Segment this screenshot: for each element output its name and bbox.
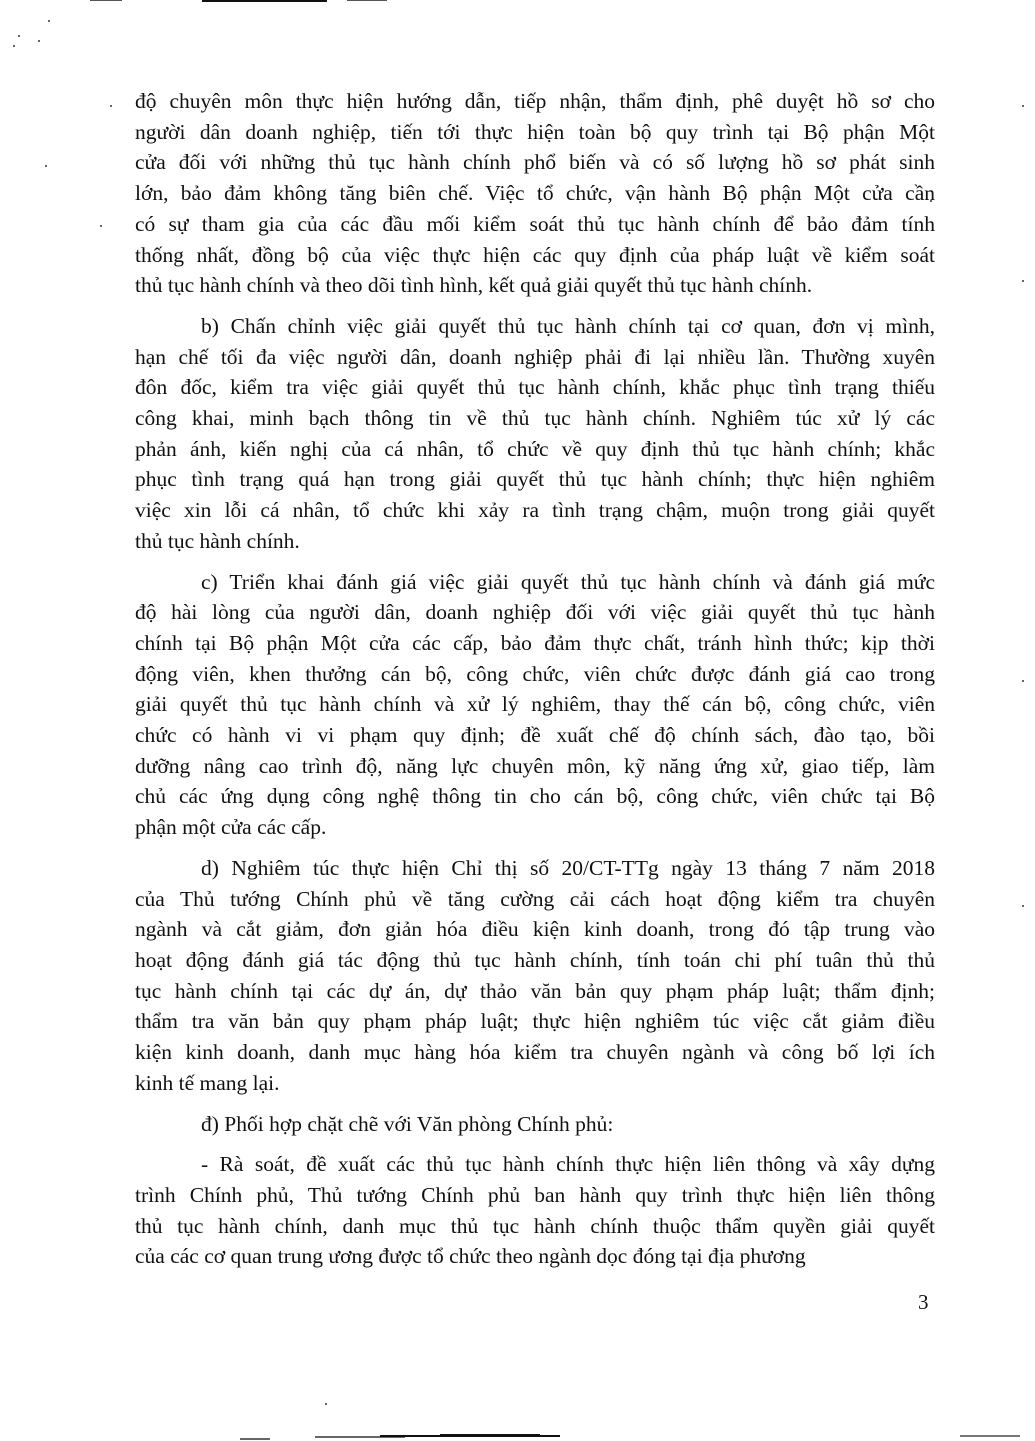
scan-artifact-top-1 xyxy=(90,0,122,1)
text-line: phận một cửa các cấp. xyxy=(135,815,327,840)
text-line: thẩm tra văn bản quy phạm pháp luật; thực hiện nghiêm túc việc cắt giảm điều xyxy=(135,1009,935,1034)
text-line: đôn đốc, kiểm tra việc giải quyết thủ tục hành chính, khắc phục tình trạng thiếu xyxy=(135,375,935,400)
scan-speck xyxy=(325,1403,327,1405)
scan-speck xyxy=(1022,105,1024,107)
scan-speck xyxy=(38,40,40,42)
text-line: động viên, khen thưởng cán bộ, công chức, viên chức được đánh giá cao trong xyxy=(135,661,935,686)
scan-speck xyxy=(1022,905,1024,907)
scan-artifact-top-3 xyxy=(347,0,387,1)
page-number: 3 xyxy=(918,1290,929,1314)
scan-speck xyxy=(48,20,50,22)
text-line: - Rà soát, đề xuất các thủ tục hành chính thực hiện liên thông và xây dựng xyxy=(201,1152,935,1177)
scan-artifact-bottom-4 xyxy=(440,1434,540,1436)
text-line: hạn chế tối đa việc người dân, doanh nghiệp phải đi lại nhiều lần. Thường xuyên xyxy=(135,344,935,369)
text-line: hoạt động đánh giá tác động thủ tục hành chính, tính toán chi phí tuân thủ thủ xyxy=(135,947,935,972)
scan-speck xyxy=(1022,280,1024,282)
text-line: b) Chấn chỉnh việc giải quyết thủ tục hành chính tại cơ quan, đơn vị mình, xyxy=(201,313,935,338)
text-line: của Thủ tướng Chính phủ về tăng cường cải cách hoạt động kiểm tra chuyên xyxy=(135,886,935,911)
text-line: trình Chính phủ, Thủ tướng Chính phủ ban hành quy trình thực hiện liên thông xyxy=(135,1182,935,1207)
paragraph-item-dd xyxy=(135,1109,935,1140)
scan-artifact-top-2 xyxy=(202,0,327,2)
paragraph-item-dd-bullet-1 xyxy=(135,1149,935,1272)
scan-artifact-bottom-5 xyxy=(960,1435,1020,1437)
text-line: phục tình trạng quá hạn trong giải quyết thủ tục hành chính; thực hiện nghiêm xyxy=(135,467,935,492)
text-line: lớn, bảo đảm không tăng biên chế. Việc tổ chức, vận hành Bộ phận Một cửa cần xyxy=(135,181,935,206)
scan-speck xyxy=(100,225,102,227)
text-line: phản ánh, kiến nghị của cá nhân, tổ chức về quy định thủ tục hành chính; khắc xyxy=(135,436,935,461)
text-line: thống nhất, đồng bộ của việc thực hiện các quy định của pháp luật về kiểm soát xyxy=(135,242,935,267)
text-line: c) Triển khai đánh giá việc giải quyết thủ tục hành chính và đánh giá mức xyxy=(201,569,935,594)
document-body xyxy=(135,86,935,1282)
paragraph-item-d xyxy=(135,853,935,1099)
scan-speck xyxy=(1022,680,1024,682)
scan-artifact-bottom-1 xyxy=(240,1438,270,1440)
scan-speck xyxy=(45,165,47,167)
scan-speck xyxy=(110,105,112,107)
text-line: ngành và cắt giảm, đơn giản hóa điều kiện kinh doanh, trong đó tập trung vào xyxy=(135,917,935,942)
text-line: của các cơ quan trung ương được tổ chức theo ngành dọc đóng tại địa phương xyxy=(135,1244,806,1269)
text-line: dưỡng nâng cao trình độ, năng lực chuyên môn, kỹ năng ứng xử, giao tiếp, làm xyxy=(135,753,935,778)
text-line: độ chuyên môn thực hiện hướng dẫn, tiếp nhận, thẩm định, phê duyệt hồ sơ cho xyxy=(135,89,935,113)
text-line: đ) Phối hợp chặt chẽ với Văn phòng Chính phủ: xyxy=(201,1111,614,1136)
text-line: chủ các ứng dụng công nghệ thông tin cho cán bộ, công chức, viên chức tại Bộ xyxy=(135,784,935,809)
paragraph-item-b xyxy=(135,311,935,557)
paragraph-item-c xyxy=(135,567,935,843)
text-line: d) Nghiêm túc thực hiện Chỉ thị số 20/CT-TTg ngày 13 tháng 7 năm 2018 xyxy=(201,855,935,880)
text-line: chức có hành vi vi phạm quy định; đề xuất chế độ chính sách, đào tạo, bồi xyxy=(135,723,935,748)
text-line: người dân doanh nghiệp, tiến tới thực hiện toàn bộ quy trình tại Bộ phận Một xyxy=(135,119,935,144)
text-line: thủ tục hành chính. xyxy=(135,528,300,553)
text-line: thủ tục hành chính và theo dõi tình hình, kết quả giải quyết thủ tục hành chính. xyxy=(135,273,813,298)
paragraph-continuation xyxy=(135,86,935,301)
scan-speck xyxy=(13,45,15,47)
text-line: công khai, minh bạch thông tin về thủ tục hành chính. Nghiêm túc xử lý các xyxy=(135,406,935,431)
text-line: việc xin lỗi cá nhân, tổ chức khi xảy ra tình trạng chậm, muộn trong giải quyết xyxy=(135,498,935,523)
text-line: giải quyết thủ tục hành chính và xử lý nghiêm, thay thế cán bộ, công chức, viên xyxy=(135,692,935,717)
text-line: độ hài lòng của người dân, doanh nghiệp đối với việc giải quyết thủ tục hành xyxy=(135,600,935,625)
text-line: tục hành chính tại các dự án, dự thảo văn bản quy phạm pháp luật; thẩm định; xyxy=(135,978,935,1003)
scan-speck xyxy=(18,35,20,37)
text-line: kinh tế mang lại. xyxy=(135,1070,280,1095)
text-line: chính tại Bộ phận Một cửa các cấp, bảo đảm thực chất, tránh hình thức; kịp thời xyxy=(135,630,935,655)
text-line: kiện kinh doanh, danh mục hàng hóa kiểm tra chuyên ngành và công bố lợi ích xyxy=(135,1040,935,1065)
text-line: cửa đối với những thủ tục hành chính phổ biến và có số lượng hồ sơ phát sinh xyxy=(135,150,935,175)
text-line: thủ tục hành chính, danh mục thủ tục hành chính thuộc thẩm quyền giải quyết xyxy=(135,1213,935,1238)
text-line: có sự tham gia của các đầu mối kiểm soát thủ tục hành chính để bảo đảm tính xyxy=(135,211,935,236)
